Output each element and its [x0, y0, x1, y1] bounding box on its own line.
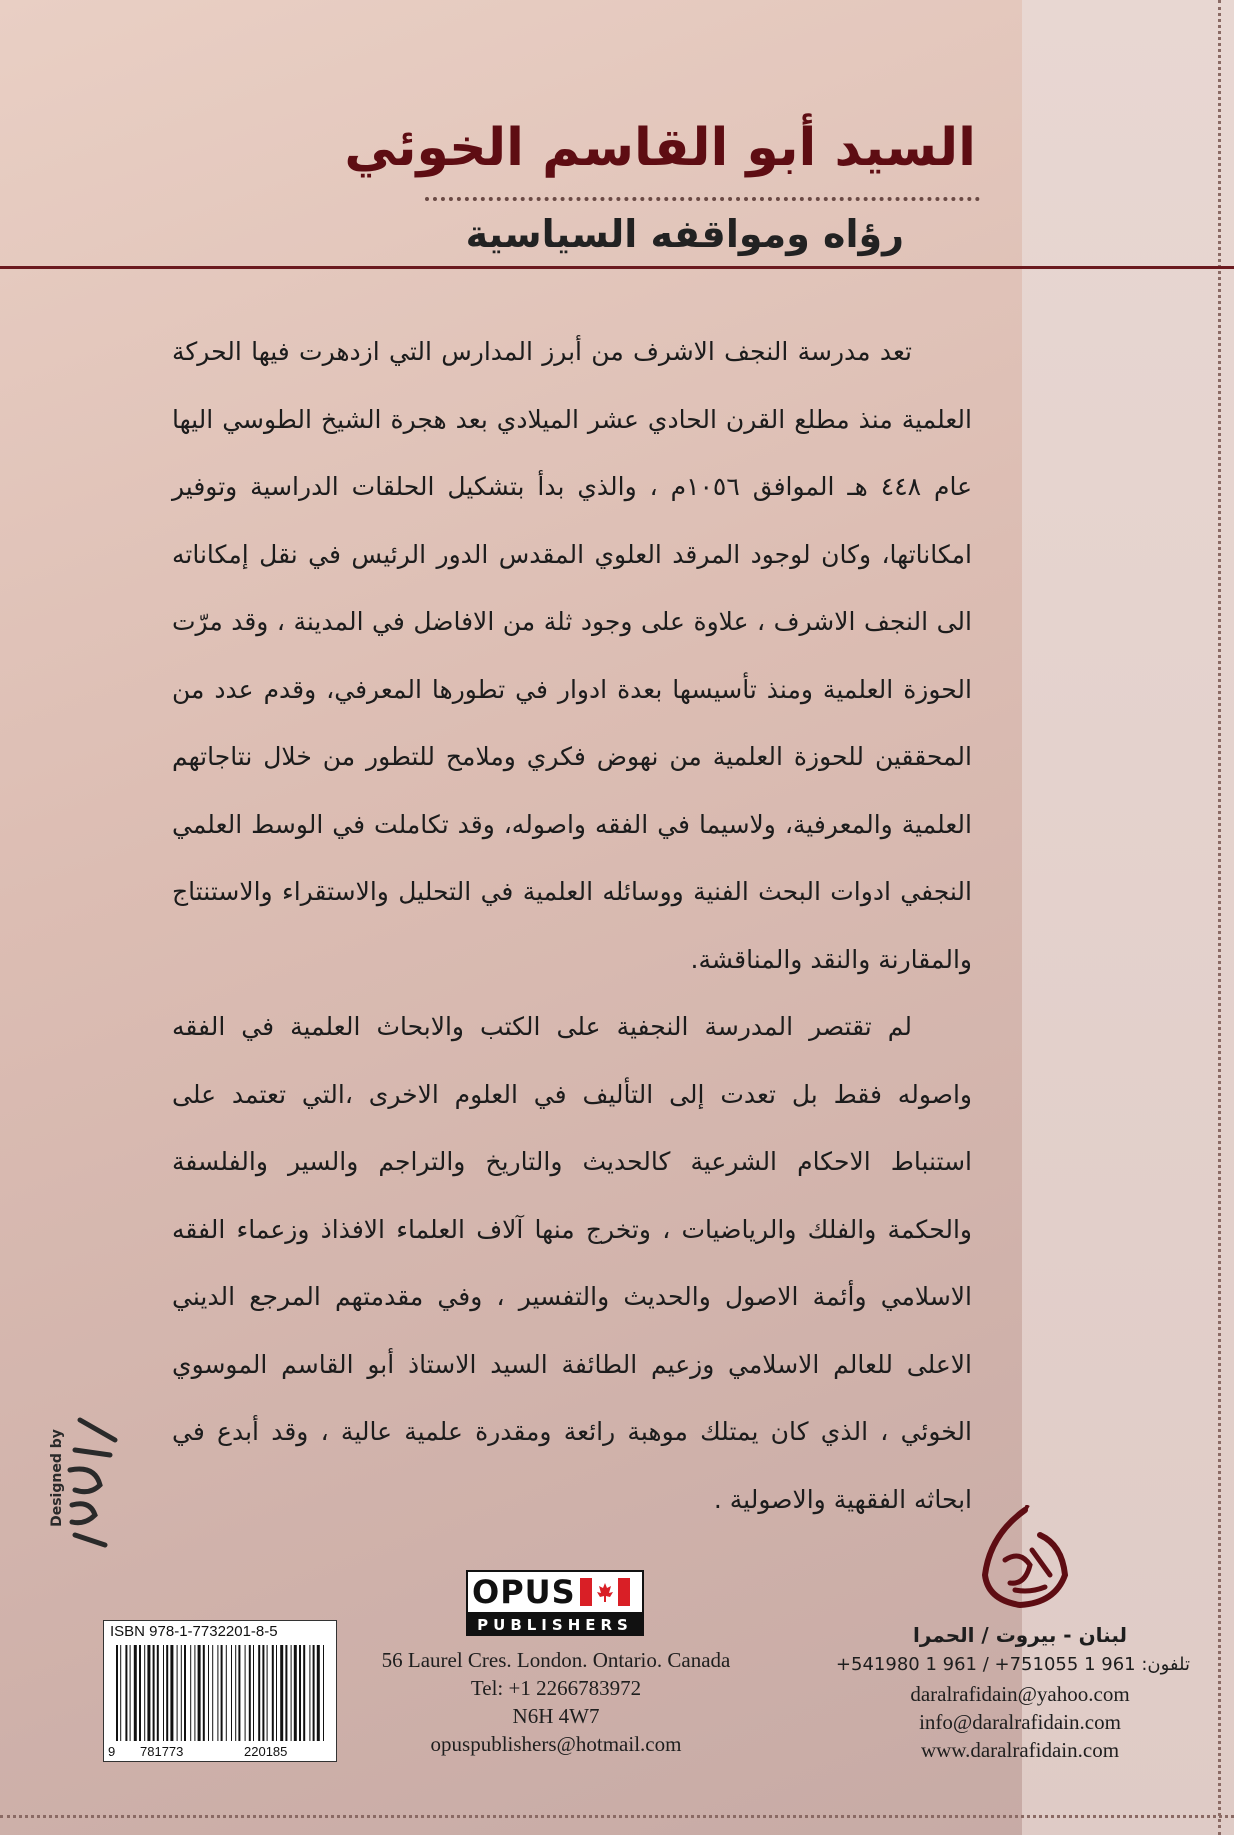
- barcode-digit-first: 9: [108, 1744, 116, 1759]
- rafidain-email-2: info@daralrafidain.com: [919, 1710, 1121, 1734]
- dotted-border-vertical: [1218, 0, 1221, 1835]
- opus-email: opuspublishers@hotmail.com: [430, 1732, 682, 1756]
- rafidain-contact: [835, 1620, 1190, 1764]
- opus-publishers-logo: [466, 1570, 644, 1638]
- designer-credit: [30, 1410, 120, 1560]
- dotted-border-horizontal: [0, 1815, 1234, 1818]
- rafidain-calligraphy-logo-icon: [970, 1505, 1080, 1615]
- title-dotted-divider: [425, 197, 980, 201]
- opus-logo-word: OPUS: [472, 1573, 576, 1611]
- barcode-bars: [104, 1621, 336, 1761]
- opus-logo-sub: PUBLISHERS: [466, 1614, 644, 1636]
- blurb-text: [172, 318, 972, 1533]
- canada-flag-icon: [580, 1578, 630, 1606]
- isbn-barcode: [103, 1620, 337, 1762]
- book-title: السيد أبو القاسم الخوئي: [344, 118, 976, 178]
- book-subtitle: رؤاه ومواقفه السياسية: [465, 212, 904, 256]
- rafidain-phone: تلفون: 961 1 751055+ / 961 1 541980+: [835, 1654, 1190, 1675]
- rafidain-website: www.daralrafidain.com: [920, 1738, 1120, 1762]
- barcode-digit-group-1: 781773: [140, 1744, 184, 1759]
- opus-address: 56 Laurel Cres. London. Ontario. Canada: [381, 1648, 731, 1672]
- title-rule: [0, 266, 1234, 269]
- rafidain-city: لبنان - بيروت / الحمرا: [912, 1623, 1127, 1647]
- isbn-number: ISBN 978-1-7732201-8-5: [110, 1623, 278, 1640]
- designer-label: Designed by: [48, 1429, 65, 1527]
- opus-postal: N6H 4W7: [512, 1704, 600, 1728]
- blurb-paragraph-2: لم تقتصر المدرسة النجفية على الكتب والابحاث العلمية في الفقه واصوله فقط بل تعدت إلى التأليف في العلوم الاخرى ،التي تعتمد على استنباط الاحكام الشرعية كالحديث والتاريخ والتراجم والسير والفلسفة والحكمة والفلك والرياضيات ، وتخرج منها آلاف العلماء الافذاذ وزعماء الفقه الاسلامي وأئمة الاصول والحديث والتفسير ، وفي مقدمتهم المرجع الديني الاعلى للعالم الاسلامي وزعيم الطائفة السيد الاستاذ أبو القاسم الموسوي الخوئي ، الذي كان يمتلك موهبة رائعة ومقدرة علمية عالية ، وقد أبدع في ابحاثه الفقهية والاصولية .: [172, 1012, 972, 1514]
- rafidain-email-1: daralrafidain@yahoo.com: [910, 1682, 1130, 1706]
- opus-tel: Tel: +1 2266783972: [470, 1676, 642, 1700]
- wave-signature-icon: [60, 1410, 130, 1560]
- blurb-paragraph-1: تعد مدرسة النجف الاشرف من أبرز المدارس التي ازدهرت فيها الحركة العلمية منذ مطلع القرن الحادي عشر الميلادي بعد هجرة الشيخ الطوسي اليها عام ٤٤٨ هـ الموافق ١٠٥٦م ، والذي بدأ بتشكيل الحلقات الدراسية وتوفير امكاناتها، وكان لوجود المرقد العلوي المقدس الدور الرئيس في نقل إمكاناته الى النجف الاشرف ، علاوة على وجود ثلة من الافاضل في المدينة ، وقد مرّت الحوزة العلمية ومنذ تأسيسها بعدة ادوار في تطورها المعرفي، وقدم عدد من المحققين للحوزة العلمية من نهوض فكري وملامح للتطور من خلال نتاجاتهم العلمية والمعرفية، ولاسيما في الفقه واصوله، وقد تكاملت في الوسط العلمي النجفي ادوات البحث الفنية ووسائله العلمية في التحليل والاستقراء والاستنتاج والمقارنة والنقد والمناقشة.: [172, 337, 972, 974]
- opus-contact: [356, 1646, 756, 1758]
- barcode-digit-group-2: 220185: [244, 1744, 288, 1759]
